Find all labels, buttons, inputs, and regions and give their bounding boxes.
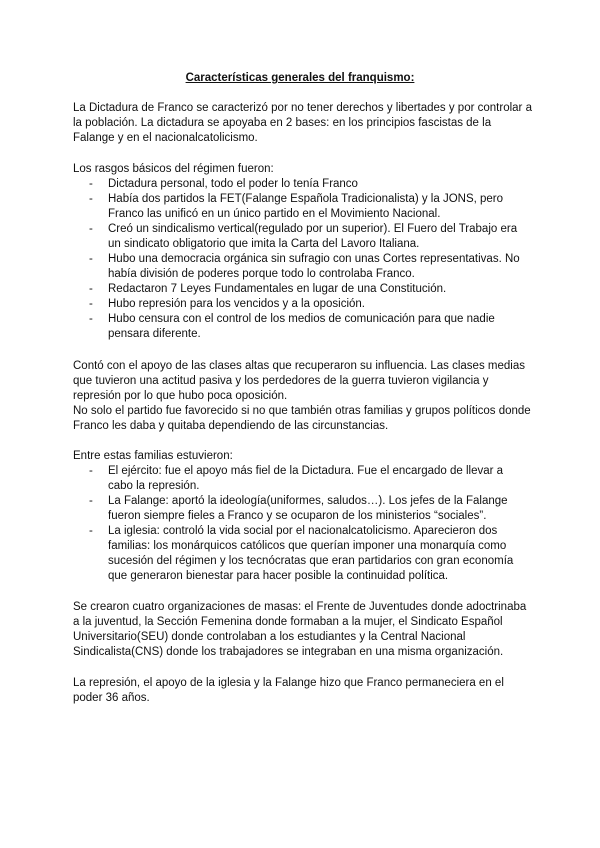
document-title: Características generales del franquismo: [185, 72, 415, 84]
list-item: - El ejército: fue el apoyo más fiel de la Dictadura. Fue el encargado de llevar a cabo la represión. [89, 464, 529, 494]
list-item: - Hubo censura con el control de los medios de comunicación para que nadie pensara diferente. [89, 312, 529, 342]
list-item: - La Falange: aportó la ideología(uniformes, saludos…). Los jefes de la Falange fueron siempre fieles a Franco y se ocuparon de los ministerios “sociales”. [89, 494, 529, 524]
familias-heading: Entre estas familias estuvieron: [73, 450, 233, 462]
list-item: - Hubo una democracia orgánica sin sufragio con unas Cortes representativas. No había división de poderes porque todo lo controlaba Franco. [89, 252, 529, 282]
list-item: - La iglesia: controló la vida social por el nacionalcatolicismo. Aparecieron dos familias: los monárquicos católicos que querían imponer una monarquía como sucesión del régimen y los tecnócratas que eran partidarios con gran economía que generaron bienestar para hacer posible la continuidad política. [89, 524, 529, 584]
conclusion-paragraph: La represión, el apoyo de la iglesia y la Falange hizo que Franco permaneciera en el poder 36 años. [73, 677, 504, 704]
intro-paragraph: La Dictadura de Franco se caracterizó por no tener derechos y libertades y por controlar a la población. La dictadura se apoyaba en 2 bases: en los principios fascistas de la Falange y en el nacionalcatolicismo. [73, 102, 532, 144]
list-item: - Redactaron 7 Leyes Fundamentales en lugar de una Constitución. [89, 282, 529, 297]
partido-paragraph: No solo el partido fue favorecido si no que también otras familias y grupos políticos donde Franco les daba y quitaba dependiendo de las circunstancias. [73, 405, 531, 432]
rasgos-heading: Los rasgos básicos del régimen fueron: [73, 163, 274, 175]
list-item: - Hubo represión para los vencidos y a la oposición. [89, 297, 529, 312]
organizaciones-paragraph: Se crearon cuatro organizaciones de masas: el Frente de Juventudes donde adoctrinaba a la juventud, la Sección Femenina donde formaban a la mujer, el Sindicato Español Universitario(SEU) donde controlaban a los estudiantes y la Central Nacional Sindicalista(CNS) donde los trabajadores se integraban en una misma organización. [73, 601, 527, 658]
rasgos-list [89, 177, 529, 342]
list-item: - Había dos partidos la FET(Falange Española Tradicionalista) y la JONS, pero Franco las unificó en un único partido en el Movimiento Nacional. [89, 192, 529, 222]
familias-list [89, 464, 529, 584]
list-item: - Dictadura personal, todo el poder lo tenía Franco [89, 177, 529, 192]
apoyo-paragraph: Contó con el apoyo de las clases altas que recuperaron su influencia. Las clases medias que tuvieron una actitud pasiva y los perdedores de la guerra tuvieron vigilancia y represión por lo que hubo poca oposición. [73, 360, 525, 402]
list-item: - Creó un sindicalismo vertical(regulado por un superior). El Fuero del Trabajo era un sindicato obligatorio que imita la Carta del Lavoro Italiana. [89, 222, 529, 252]
